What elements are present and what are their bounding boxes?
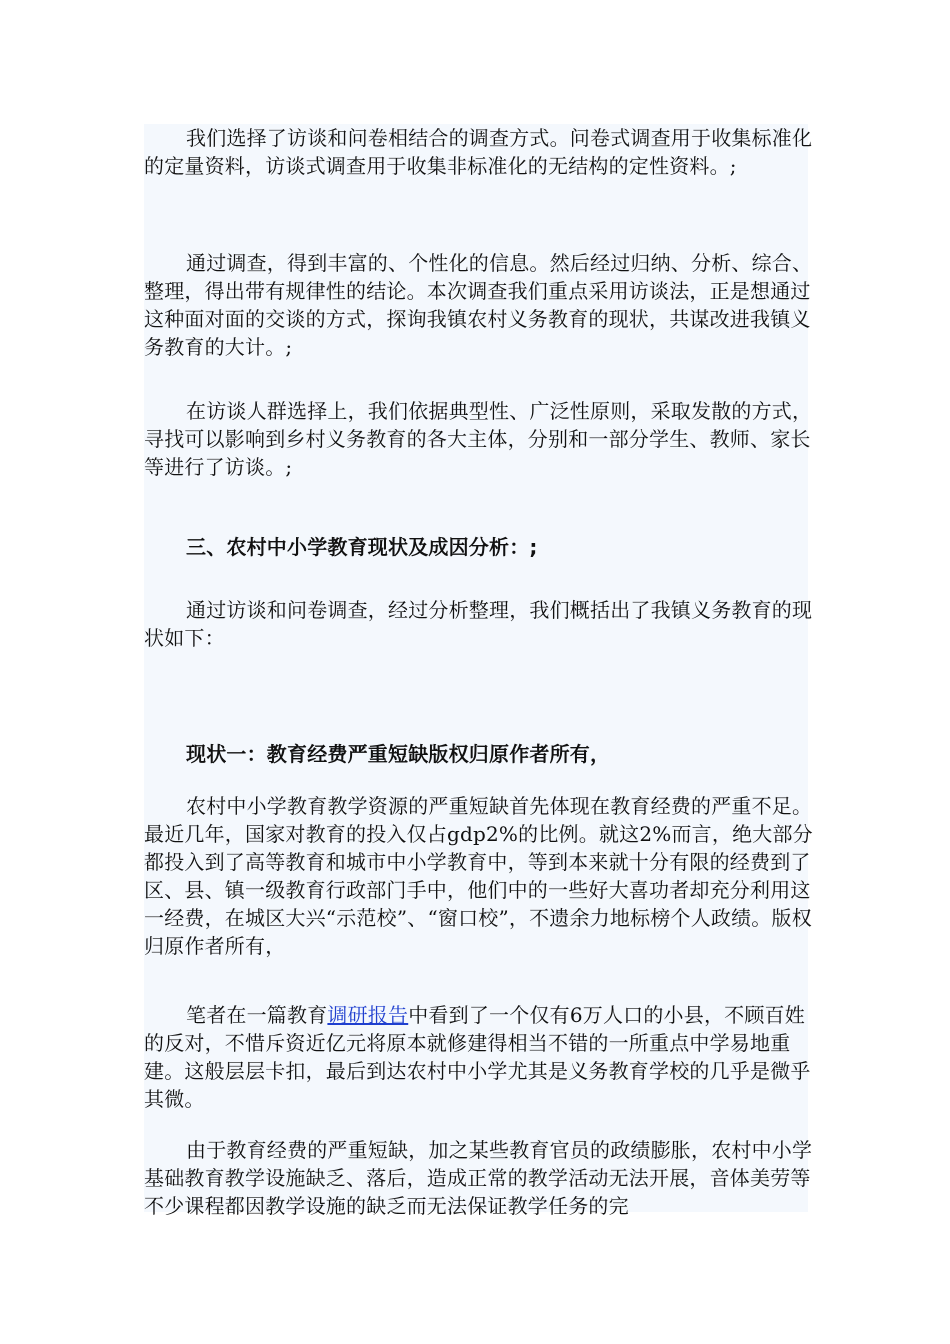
status-heading-1: 现状一：教育经费严重短缺版权归原作者所有，	[186, 742, 611, 766]
section-heading-3: 三、农村中小学教育现状及成因分析：;	[186, 535, 538, 559]
paragraph-status-intro: 通过访谈和问卷调查，经过分析整理，我们概括出了我镇义务教育的现状如下：	[144, 598, 813, 650]
text-segment: 笔者在一篇教育	[186, 1003, 328, 1027]
paragraph-county-example	[144, 1001, 816, 1113]
paragraph-interview-selection: 在访谈人群选择上，我们依据典型性、广泛性原则，采取发散的方式，寻找可以影响到乡村义务教育的各大主体，分别和一部分学生、教师、家长等进行了访谈。;	[144, 399, 813, 479]
paragraph-survey-results: 通过调查，得到丰富的、个性化的信息。然后经过归纳、分析、综合、整理，得出带有规律性的结论。本次调查我们重点采用访谈法，正是想通过这种面对面的交谈的方式，探询我镇农村义务教育的现状，共谋改进我镇义务教育的大计。;	[144, 251, 813, 359]
text-segment: 中看到了一个仅有6万人口的小县，不顾百姓的反对，不惜斥资近亿元将原本就修建得相当不错的一所重点中学易地重建。这般层层卡扣，最后到达农村中小学尤其是义务教育学校的几乎是微乎其微。	[144, 1003, 811, 1111]
paragraph-facilities-shortage: 由于教育经费的严重短缺，加之某些教育官员的政绩膨胀，农村中小学基础教育教学设施缺乏、落后，造成正常的教学活动无法开展，音体美劳等不少课程都因教学设施的缺乏而无法保证教学任务的完	[144, 1138, 813, 1218]
paragraph-funding-shortage: 农村中小学教育教学资源的严重短缺首先体现在教育经费的严重不足。最近几年，国家对教育的投入仅占gdp2%的比例。就这2%而言，绝大部分都投入到了高等教育和城市中小学教育中，等到本来就十分有限的经费到了区、县、镇一级教育行政部门手中，他们中的一些好大喜功者却充分利用这一经费，在城区大兴“示范校”、“窗口校”，不遗余力地标榜个人政绩。版权归原作者所有，	[144, 794, 813, 958]
research-report-link[interactable]: 调研报告	[327, 1003, 409, 1027]
paragraph-survey-method: 我们选择了访谈和问卷相结合的调查方式。问卷式调查用于收集标准化的定量资料，访谈式调查用于收集非标准化的无结构的定性资料。;	[144, 126, 813, 178]
